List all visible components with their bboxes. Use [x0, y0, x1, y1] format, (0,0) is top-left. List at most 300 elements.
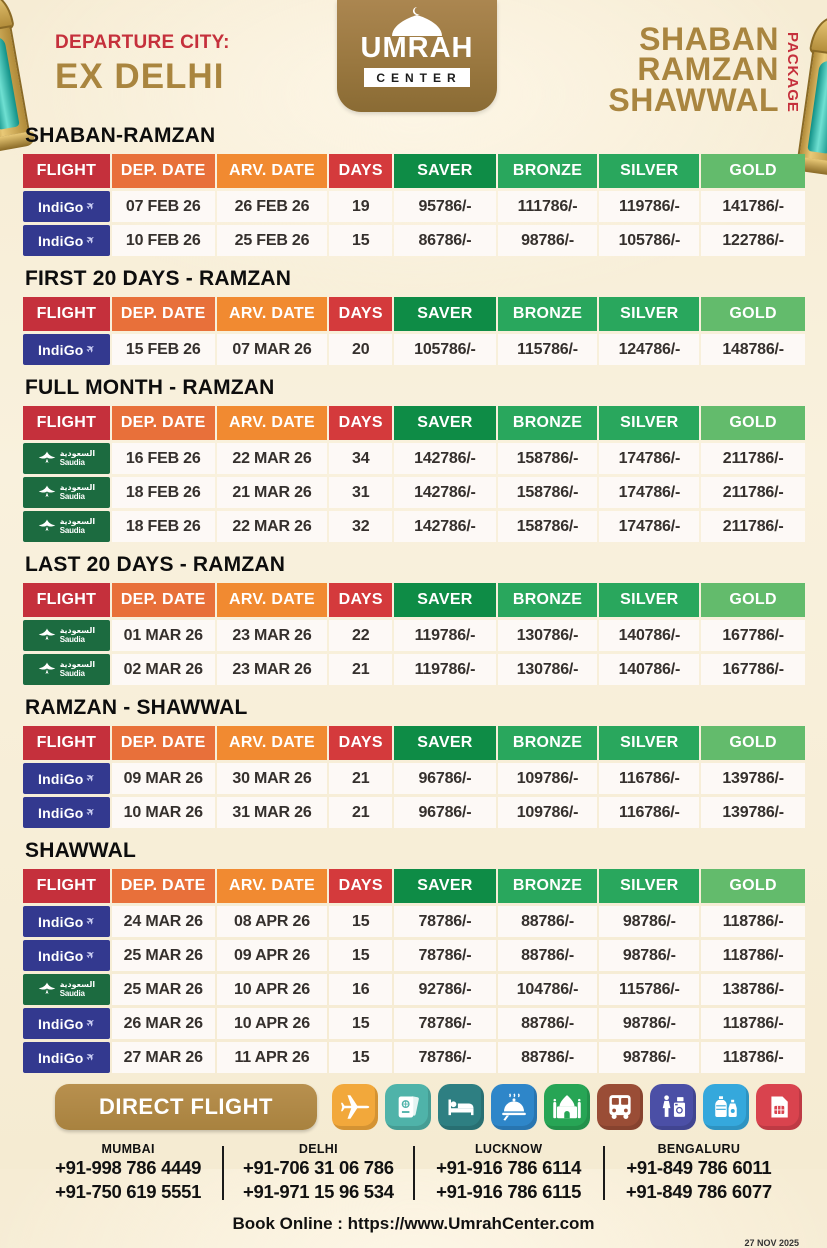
silver-cell: 105786/- — [599, 225, 699, 256]
days-cell: 22 — [329, 620, 392, 651]
gold-cell: 148786/- — [701, 334, 805, 365]
table-header-row — [23, 297, 805, 331]
indigo-airline-logo — [23, 1042, 110, 1073]
city-label: BENGALURU — [657, 1142, 741, 1156]
bronze-cell: 158786/- — [498, 511, 598, 542]
logo-center-bar: CENTER — [364, 68, 469, 87]
col-header-saver: SAVER — [394, 154, 495, 188]
contact-delhi — [226, 1142, 410, 1204]
arv-cell: 26 FEB 26 — [217, 191, 328, 222]
flight-cell — [23, 1008, 110, 1039]
silver-cell: 174786/- — [599, 511, 699, 542]
arv-cell: 22 MAR 26 — [217, 511, 328, 542]
dep-cell: 09 MAR 26 — [112, 763, 215, 794]
silver-cell: 98786/- — [599, 906, 699, 937]
flight-cell — [23, 797, 110, 828]
saudia-bird-icon — [38, 518, 56, 536]
section-title: FULL MONTH - RAMZAN — [25, 376, 275, 399]
arv-cell: 10 APR 26 — [217, 1008, 328, 1039]
col-header-saver: SAVER — [394, 869, 495, 903]
section-ramzan-shawwal — [0, 696, 827, 831]
section-title: LAST 20 DAYS - RAMZAN — [25, 553, 286, 576]
contact-mumbai — [36, 1142, 220, 1204]
dep-cell: 27 MAR 26 — [112, 1042, 215, 1073]
saudia-airline-logo — [23, 620, 110, 651]
col-header-flight: FLIGHT — [23, 726, 110, 760]
silver-cell: 98786/- — [599, 1042, 699, 1073]
arv-cell: 30 MAR 26 — [217, 763, 328, 794]
flight-cell — [23, 940, 110, 971]
saver-cell: 78786/- — [394, 940, 495, 971]
package-table — [21, 403, 807, 545]
col-header-dep: DEP. DATE — [112, 726, 215, 760]
table-header-row — [23, 726, 805, 760]
col-header-arv: ARV. DATE — [217, 726, 328, 760]
saver-cell: 96786/- — [394, 763, 495, 794]
contact-bengaluru — [607, 1142, 791, 1204]
col-header-days: DAYS — [329, 297, 392, 331]
table-row — [23, 797, 805, 828]
col-header-gold: GOLD — [701, 869, 805, 903]
bronze-cell: 109786/- — [498, 797, 598, 828]
flight-icon — [332, 1084, 378, 1130]
contact-divider — [603, 1146, 605, 1200]
saver-cell: 86786/- — [394, 225, 495, 256]
contact-lucknow — [417, 1142, 601, 1204]
table-header-row — [23, 406, 805, 440]
phone-number: +91-849 786 6011 — [626, 1157, 772, 1178]
package-vertical-label: PACKAGE — [784, 32, 801, 113]
col-header-saver: SAVER — [394, 583, 495, 617]
package-table — [21, 580, 807, 688]
saudia-arabic-label: السعودية — [59, 980, 96, 989]
silver-cell: 140786/- — [599, 620, 699, 651]
table-row — [23, 477, 805, 508]
bronze-cell: 115786/- — [498, 334, 598, 365]
days-cell: 15 — [329, 225, 392, 256]
laundry-icon — [650, 1084, 696, 1130]
col-header-saver: SAVER — [394, 726, 495, 760]
amenity-icons-row — [332, 1084, 802, 1130]
arv-cell: 08 APR 26 — [217, 906, 328, 937]
saudia-bird-icon — [38, 661, 56, 679]
gold-cell: 122786/- — [701, 225, 805, 256]
plane-icon: ✈ — [84, 948, 98, 963]
saver-cell: 119786/- — [394, 654, 495, 685]
col-header-days: DAYS — [329, 406, 392, 440]
bronze-cell: 130786/- — [498, 620, 598, 651]
flight-cell — [23, 477, 110, 508]
section-title: SHAWWAL — [25, 839, 137, 862]
saudia-arabic-label: السعودية — [59, 660, 96, 669]
days-cell: 31 — [329, 477, 392, 508]
saver-cell: 105786/- — [394, 334, 495, 365]
indigo-label: IndiGo — [38, 232, 84, 249]
indigo-airline-logo — [23, 334, 110, 365]
plane-icon: ✈ — [84, 1050, 98, 1065]
col-header-bronze: BRONZE — [498, 869, 598, 903]
col-header-dep: DEP. DATE — [112, 583, 215, 617]
plane-icon: ✈ — [84, 233, 98, 248]
silver-cell: 124786/- — [599, 334, 699, 365]
col-header-bronze: BRONZE — [498, 583, 598, 617]
dep-cell: 18 FEB 26 — [112, 511, 215, 542]
gold-cell: 139786/- — [701, 797, 805, 828]
indigo-airline-logo — [23, 797, 110, 828]
days-cell: 16 — [329, 974, 392, 1005]
logo-wordmark: UMRAH — [360, 32, 474, 64]
table-row — [23, 334, 805, 365]
days-cell: 15 — [329, 906, 392, 937]
phone-number: +91-849 786 6077 — [625, 1181, 772, 1203]
col-header-days: DAYS — [329, 869, 392, 903]
contact-divider — [222, 1146, 224, 1200]
bronze-cell: 88786/- — [498, 1042, 598, 1073]
package-line-shaban: SHABAN — [639, 21, 779, 57]
gold-cell: 139786/- — [701, 763, 805, 794]
days-cell: 21 — [329, 797, 392, 828]
saudia-arabic-label: السعودية — [59, 483, 96, 492]
saver-cell: 96786/- — [394, 797, 495, 828]
indigo-airline-logo — [23, 906, 110, 937]
section-full-month-ramzan — [0, 376, 827, 545]
bronze-cell: 111786/- — [498, 191, 598, 222]
indigo-label: IndiGo — [38, 341, 84, 358]
saudia-bird-icon — [38, 450, 56, 468]
col-header-bronze: BRONZE — [498, 297, 598, 331]
flight-cell — [23, 763, 110, 794]
col-header-gold: GOLD — [701, 154, 805, 188]
col-header-arv: ARV. DATE — [217, 869, 328, 903]
col-header-dep: DEP. DATE — [112, 869, 215, 903]
phone-number: +91-706 31 06 786 — [242, 1157, 394, 1178]
arv-cell: 22 MAR 26 — [217, 443, 328, 474]
saver-cell: 78786/- — [394, 906, 495, 937]
days-cell: 34 — [329, 443, 392, 474]
dep-cell: 15 FEB 26 — [112, 334, 215, 365]
silver-cell: 115786/- — [599, 974, 699, 1005]
package-title — [608, 21, 779, 118]
gold-cell: 167786/- — [701, 620, 805, 651]
indigo-label: IndiGo — [38, 198, 84, 215]
city-label: MUMBAI — [101, 1142, 155, 1156]
section-shaban-ramzan — [0, 124, 827, 259]
col-header-silver: SILVER — [599, 406, 699, 440]
table-row — [23, 654, 805, 685]
bronze-cell: 104786/- — [498, 974, 598, 1005]
silver-cell: 116786/- — [599, 797, 699, 828]
arv-cell: 10 APR 26 — [217, 974, 328, 1005]
saudia-airline-logo — [23, 974, 110, 1005]
section-title: RAMZAN - SHAWWAL — [25, 696, 248, 719]
col-header-flight: FLIGHT — [23, 869, 110, 903]
col-header-arv: ARV. DATE — [217, 406, 328, 440]
col-header-days: DAYS — [329, 726, 392, 760]
bronze-cell: 88786/- — [498, 906, 598, 937]
section-last-20-days-ramzan — [0, 553, 827, 688]
gold-cell: 138786/- — [701, 974, 805, 1005]
plane-icon: ✈ — [84, 1016, 98, 1031]
col-header-bronze: BRONZE — [498, 406, 598, 440]
arv-cell: 09 APR 26 — [217, 940, 328, 971]
col-header-gold: GOLD — [701, 406, 805, 440]
section-title: FIRST 20 DAYS - RAMZAN — [25, 267, 292, 290]
col-header-arv: ARV. DATE — [217, 297, 328, 331]
indigo-label: IndiGo — [38, 770, 84, 787]
col-header-arv: ARV. DATE — [217, 154, 328, 188]
section-first-20-days-ramzan — [0, 267, 827, 368]
silver-cell: 174786/- — [599, 443, 699, 474]
table-header-row — [23, 583, 805, 617]
sim-card-icon — [756, 1084, 802, 1130]
days-cell: 15 — [329, 1042, 392, 1073]
saudia-airline-logo — [23, 477, 110, 508]
bronze-cell: 109786/- — [498, 763, 598, 794]
arv-cell: 23 MAR 26 — [217, 620, 328, 651]
flight-cell — [23, 511, 110, 542]
package-table — [21, 151, 807, 259]
phone-number: +91-916 786 6114 — [436, 1157, 582, 1178]
silver-cell: 174786/- — [599, 477, 699, 508]
section-shawwal — [0, 839, 827, 1076]
col-header-days: DAYS — [329, 583, 392, 617]
saver-cell: 78786/- — [394, 1008, 495, 1039]
gold-cell: 211786/- — [701, 443, 805, 474]
indigo-label: IndiGo — [38, 947, 84, 964]
indigo-airline-logo — [23, 763, 110, 794]
bronze-cell: 88786/- — [498, 940, 598, 971]
direct-flight-badge: DIRECT FLIGHT — [55, 1084, 317, 1130]
silver-cell: 116786/- — [599, 763, 699, 794]
saudia-label: Saudia — [59, 669, 85, 678]
col-header-flight: FLIGHT — [23, 583, 110, 617]
umrah-center-logo — [337, 0, 497, 112]
package-table — [21, 866, 807, 1076]
saudia-arabic-label: السعودية — [59, 449, 96, 458]
table-row — [23, 443, 805, 474]
col-header-saver: SAVER — [394, 406, 495, 440]
gold-cell: 118786/- — [701, 1042, 805, 1073]
header — [0, 0, 827, 116]
days-cell: 21 — [329, 763, 392, 794]
col-header-days: DAYS — [329, 154, 392, 188]
col-header-gold: GOLD — [701, 583, 805, 617]
dep-cell: 10 MAR 26 — [112, 797, 215, 828]
saver-cell: 142786/- — [394, 511, 495, 542]
phone-number: +91-971 15 96 534 — [242, 1181, 394, 1203]
gold-cell: 118786/- — [701, 940, 805, 971]
arv-cell: 25 FEB 26 — [217, 225, 328, 256]
saudia-airline-logo — [23, 654, 110, 685]
indigo-airline-logo — [23, 1008, 110, 1039]
flight-cell — [23, 974, 110, 1005]
silver-cell: 119786/- — [599, 191, 699, 222]
indigo-label: IndiGo — [38, 913, 84, 930]
phone-number: +91-750 619 5551 — [55, 1181, 202, 1203]
silver-cell: 98786/- — [599, 940, 699, 971]
section-title: SHABAN-RAMZAN — [25, 124, 216, 147]
phone-number: +91-916 786 6115 — [436, 1181, 582, 1203]
dep-cell: 25 MAR 26 — [112, 940, 215, 971]
saudia-label: Saudia — [59, 492, 85, 501]
dep-cell: 02 MAR 26 — [112, 654, 215, 685]
departure-city-label: DEPARTURE CITY: — [55, 32, 230, 53]
table-row — [23, 620, 805, 651]
gold-cell: 118786/- — [701, 906, 805, 937]
saudia-label: Saudia — [59, 458, 85, 467]
package-table — [21, 294, 807, 368]
passport-visa-icon — [385, 1084, 431, 1130]
days-cell: 32 — [329, 511, 392, 542]
plane-icon: ✈ — [84, 914, 98, 929]
flight-cell — [23, 334, 110, 365]
indigo-label: IndiGo — [38, 1015, 84, 1032]
col-header-silver: SILVER — [599, 869, 699, 903]
saudia-bird-icon — [38, 484, 56, 502]
arv-cell: 21 MAR 26 — [217, 477, 328, 508]
gold-cell: 118786/- — [701, 1008, 805, 1039]
package-table — [21, 723, 807, 831]
col-header-silver: SILVER — [599, 297, 699, 331]
indigo-airline-logo — [23, 225, 110, 256]
indigo-label: IndiGo — [38, 1049, 84, 1066]
silver-cell: 98786/- — [599, 1008, 699, 1039]
city-label: DELHI — [298, 1142, 338, 1156]
dep-cell: 18 FEB 26 — [112, 477, 215, 508]
package-line-shawwal: SHAWWAL — [608, 81, 779, 118]
saver-cell: 119786/- — [394, 620, 495, 651]
gold-cell: 141786/- — [701, 191, 805, 222]
bus-transport-icon — [597, 1084, 643, 1130]
table-header-row — [23, 869, 805, 903]
phone-number: +91-998 786 4449 — [55, 1157, 202, 1178]
saver-cell: 142786/- — [394, 443, 495, 474]
flight-cell — [23, 225, 110, 256]
indigo-airline-logo — [23, 940, 110, 971]
bronze-cell: 158786/- — [498, 443, 598, 474]
arv-cell: 11 APR 26 — [217, 1042, 328, 1073]
plane-icon: ✈ — [84, 342, 98, 357]
col-header-bronze: BRONZE — [498, 726, 598, 760]
col-header-gold: GOLD — [701, 726, 805, 760]
departure-city-value: EX DELHI — [55, 57, 225, 96]
gold-cell: 167786/- — [701, 654, 805, 685]
col-header-silver: SILVER — [599, 726, 699, 760]
dep-cell: 16 FEB 26 — [112, 443, 215, 474]
plane-icon: ✈ — [84, 199, 98, 214]
flight-cell — [23, 443, 110, 474]
city-label: LUCKNOW — [474, 1142, 543, 1156]
book-online-url: Book Online : https://www.UmrahCenter.com — [232, 1214, 595, 1234]
bronze-cell: 88786/- — [498, 1008, 598, 1039]
dep-cell: 07 FEB 26 — [112, 191, 215, 222]
col-header-flight: FLIGHT — [23, 297, 110, 331]
contact-divider — [413, 1146, 415, 1200]
contact-numbers — [36, 1142, 791, 1204]
col-header-flight: FLIGHT — [23, 406, 110, 440]
col-header-arv: ARV. DATE — [217, 583, 328, 617]
table-row — [23, 191, 805, 222]
plane-icon: ✈ — [84, 805, 98, 820]
col-header-flight: FLIGHT — [23, 154, 110, 188]
saudia-arabic-label: السعودية — [59, 517, 96, 526]
saver-cell: 142786/- — [394, 477, 495, 508]
dep-cell: 10 FEB 26 — [112, 225, 215, 256]
meals-icon — [491, 1084, 537, 1130]
flight-cell — [23, 191, 110, 222]
table-header-row — [23, 154, 805, 188]
col-header-bronze: BRONZE — [498, 154, 598, 188]
saudia-arabic-label: السعودية — [59, 626, 96, 635]
saver-cell: 92786/- — [394, 974, 495, 1005]
saver-cell: 78786/- — [394, 1042, 495, 1073]
table-row — [23, 1008, 805, 1039]
package-line-ramzan: RAMZAN — [637, 51, 779, 88]
col-header-gold: GOLD — [701, 297, 805, 331]
saudia-label: Saudia — [59, 526, 85, 535]
dep-cell: 25 MAR 26 — [112, 974, 215, 1005]
arv-cell: 07 MAR 26 — [217, 334, 328, 365]
saudia-bird-icon — [38, 981, 56, 999]
col-header-silver: SILVER — [599, 154, 699, 188]
flight-cell — [23, 1042, 110, 1073]
days-cell: 15 — [329, 1008, 392, 1039]
zamzam-water-icon — [703, 1084, 749, 1130]
gold-cell: 211786/- — [701, 511, 805, 542]
col-header-dep: DEP. DATE — [112, 154, 215, 188]
indigo-label: IndiGo — [38, 804, 84, 821]
saudia-label: Saudia — [59, 635, 85, 644]
days-cell: 19 — [329, 191, 392, 222]
dep-cell: 24 MAR 26 — [112, 906, 215, 937]
saudia-airline-logo — [23, 443, 110, 474]
col-header-silver: SILVER — [599, 583, 699, 617]
table-row — [23, 974, 805, 1005]
days-cell: 15 — [329, 940, 392, 971]
table-row — [23, 906, 805, 937]
flight-cell — [23, 654, 110, 685]
footer — [0, 1084, 827, 1248]
bronze-cell: 158786/- — [498, 477, 598, 508]
days-cell: 21 — [329, 654, 392, 685]
days-cell: 20 — [329, 334, 392, 365]
dep-cell: 26 MAR 26 — [112, 1008, 215, 1039]
flight-cell — [23, 620, 110, 651]
table-row — [23, 1042, 805, 1073]
col-header-dep: DEP. DATE — [112, 406, 215, 440]
dep-cell: 01 MAR 26 — [112, 620, 215, 651]
table-row — [23, 511, 805, 542]
arv-cell: 23 MAR 26 — [217, 654, 328, 685]
gold-cell: 211786/- — [701, 477, 805, 508]
table-row — [23, 225, 805, 256]
saudia-label: Saudia — [59, 989, 85, 998]
table-row — [23, 763, 805, 794]
col-header-saver: SAVER — [394, 297, 495, 331]
silver-cell: 140786/- — [599, 654, 699, 685]
flight-cell — [23, 906, 110, 937]
plane-icon: ✈ — [84, 771, 98, 786]
mosque-ziyarat-icon — [544, 1084, 590, 1130]
saudia-bird-icon — [38, 627, 56, 645]
indigo-airline-logo — [23, 191, 110, 222]
table-row — [23, 940, 805, 971]
saudia-airline-logo — [23, 511, 110, 542]
col-header-dep: DEP. DATE — [112, 297, 215, 331]
hotel-bed-icon — [438, 1084, 484, 1130]
bronze-cell: 130786/- — [498, 654, 598, 685]
arv-cell: 31 MAR 26 — [217, 797, 328, 828]
